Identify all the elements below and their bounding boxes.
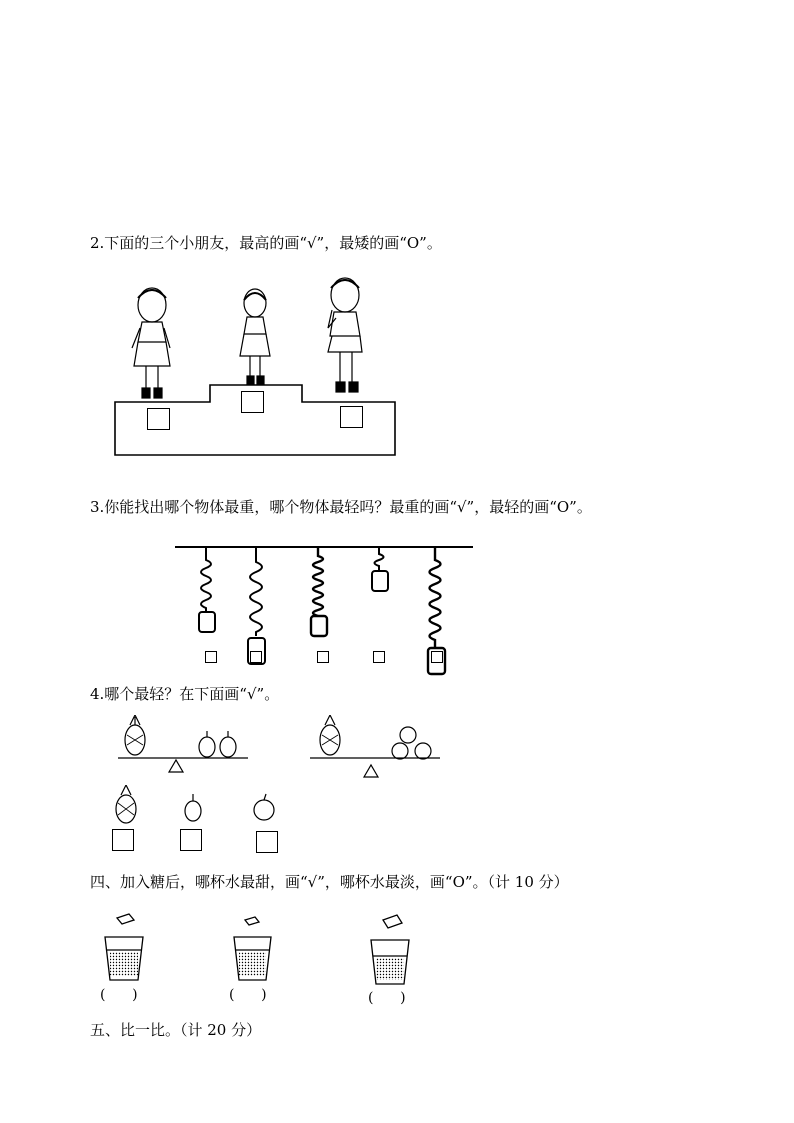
balance-scale-2	[310, 715, 440, 777]
question-4: 4.哪个最轻？在下面画“√”。	[90, 685, 280, 703]
answer-blank-cup-3[interactable]: ( )	[368, 990, 406, 1006]
spring-scale-1	[199, 548, 215, 632]
spring-scale-4	[372, 548, 388, 591]
apple-icon	[254, 800, 274, 820]
apple-icon	[392, 743, 408, 759]
answer-box-girl-right[interactable]	[340, 406, 363, 428]
pear-icon	[185, 801, 201, 821]
answer-box-spring-1[interactable]	[205, 651, 217, 663]
pear-icon	[199, 737, 215, 757]
answer-box-pineapple[interactable]	[112, 829, 134, 851]
pear-icon	[220, 737, 236, 757]
sugar-cube-icon	[117, 914, 134, 924]
answer-box-apple[interactable]	[256, 831, 278, 853]
answer-box-pear[interactable]	[180, 829, 202, 851]
spring-scale-2	[248, 548, 265, 664]
sugar-cube-icon	[383, 915, 402, 928]
answer-box-girl-left[interactable]	[147, 408, 170, 430]
answer-box-girl-middle[interactable]	[241, 391, 264, 413]
question-2: 2.下面的三个小朋友，最高的画“√”，最矮的画“O”。	[90, 234, 442, 252]
answer-blank-cup-2[interactable]: ( )	[229, 987, 267, 1003]
balance-scale-1	[118, 715, 248, 772]
sugar-cups-figure	[100, 910, 420, 990]
answer-box-spring-3[interactable]	[317, 651, 329, 663]
girl-right	[328, 278, 362, 392]
apple-icon	[400, 727, 416, 743]
balance-scales-figure	[110, 715, 450, 785]
answer-box-spring-5[interactable]	[431, 651, 443, 663]
answer-blank-cup-1[interactable]: ( )	[100, 987, 138, 1003]
girl-middle	[240, 289, 270, 384]
girl-left	[132, 288, 170, 398]
three-girls-podium-figure	[110, 270, 405, 460]
section-5-heading: 五、比一比。（计 20 分）	[90, 1021, 262, 1039]
section-4-heading: 四、加入糖后，哪杯水最甜，画“√”，哪杯水最淡，画“O”。（计 10 分）	[90, 873, 569, 891]
fruit-choices-figure	[110, 785, 290, 830]
question-3: 3.你能找出哪个物体最重，哪个物体最轻吗？最重的画“√”，最轻的画“O”。	[90, 498, 592, 516]
answer-box-spring-4[interactable]	[373, 651, 385, 663]
apple-icon	[415, 743, 431, 759]
spring-scale-3	[311, 548, 327, 636]
answer-box-spring-2[interactable]	[250, 651, 262, 663]
sugar-cube-icon	[245, 917, 259, 925]
